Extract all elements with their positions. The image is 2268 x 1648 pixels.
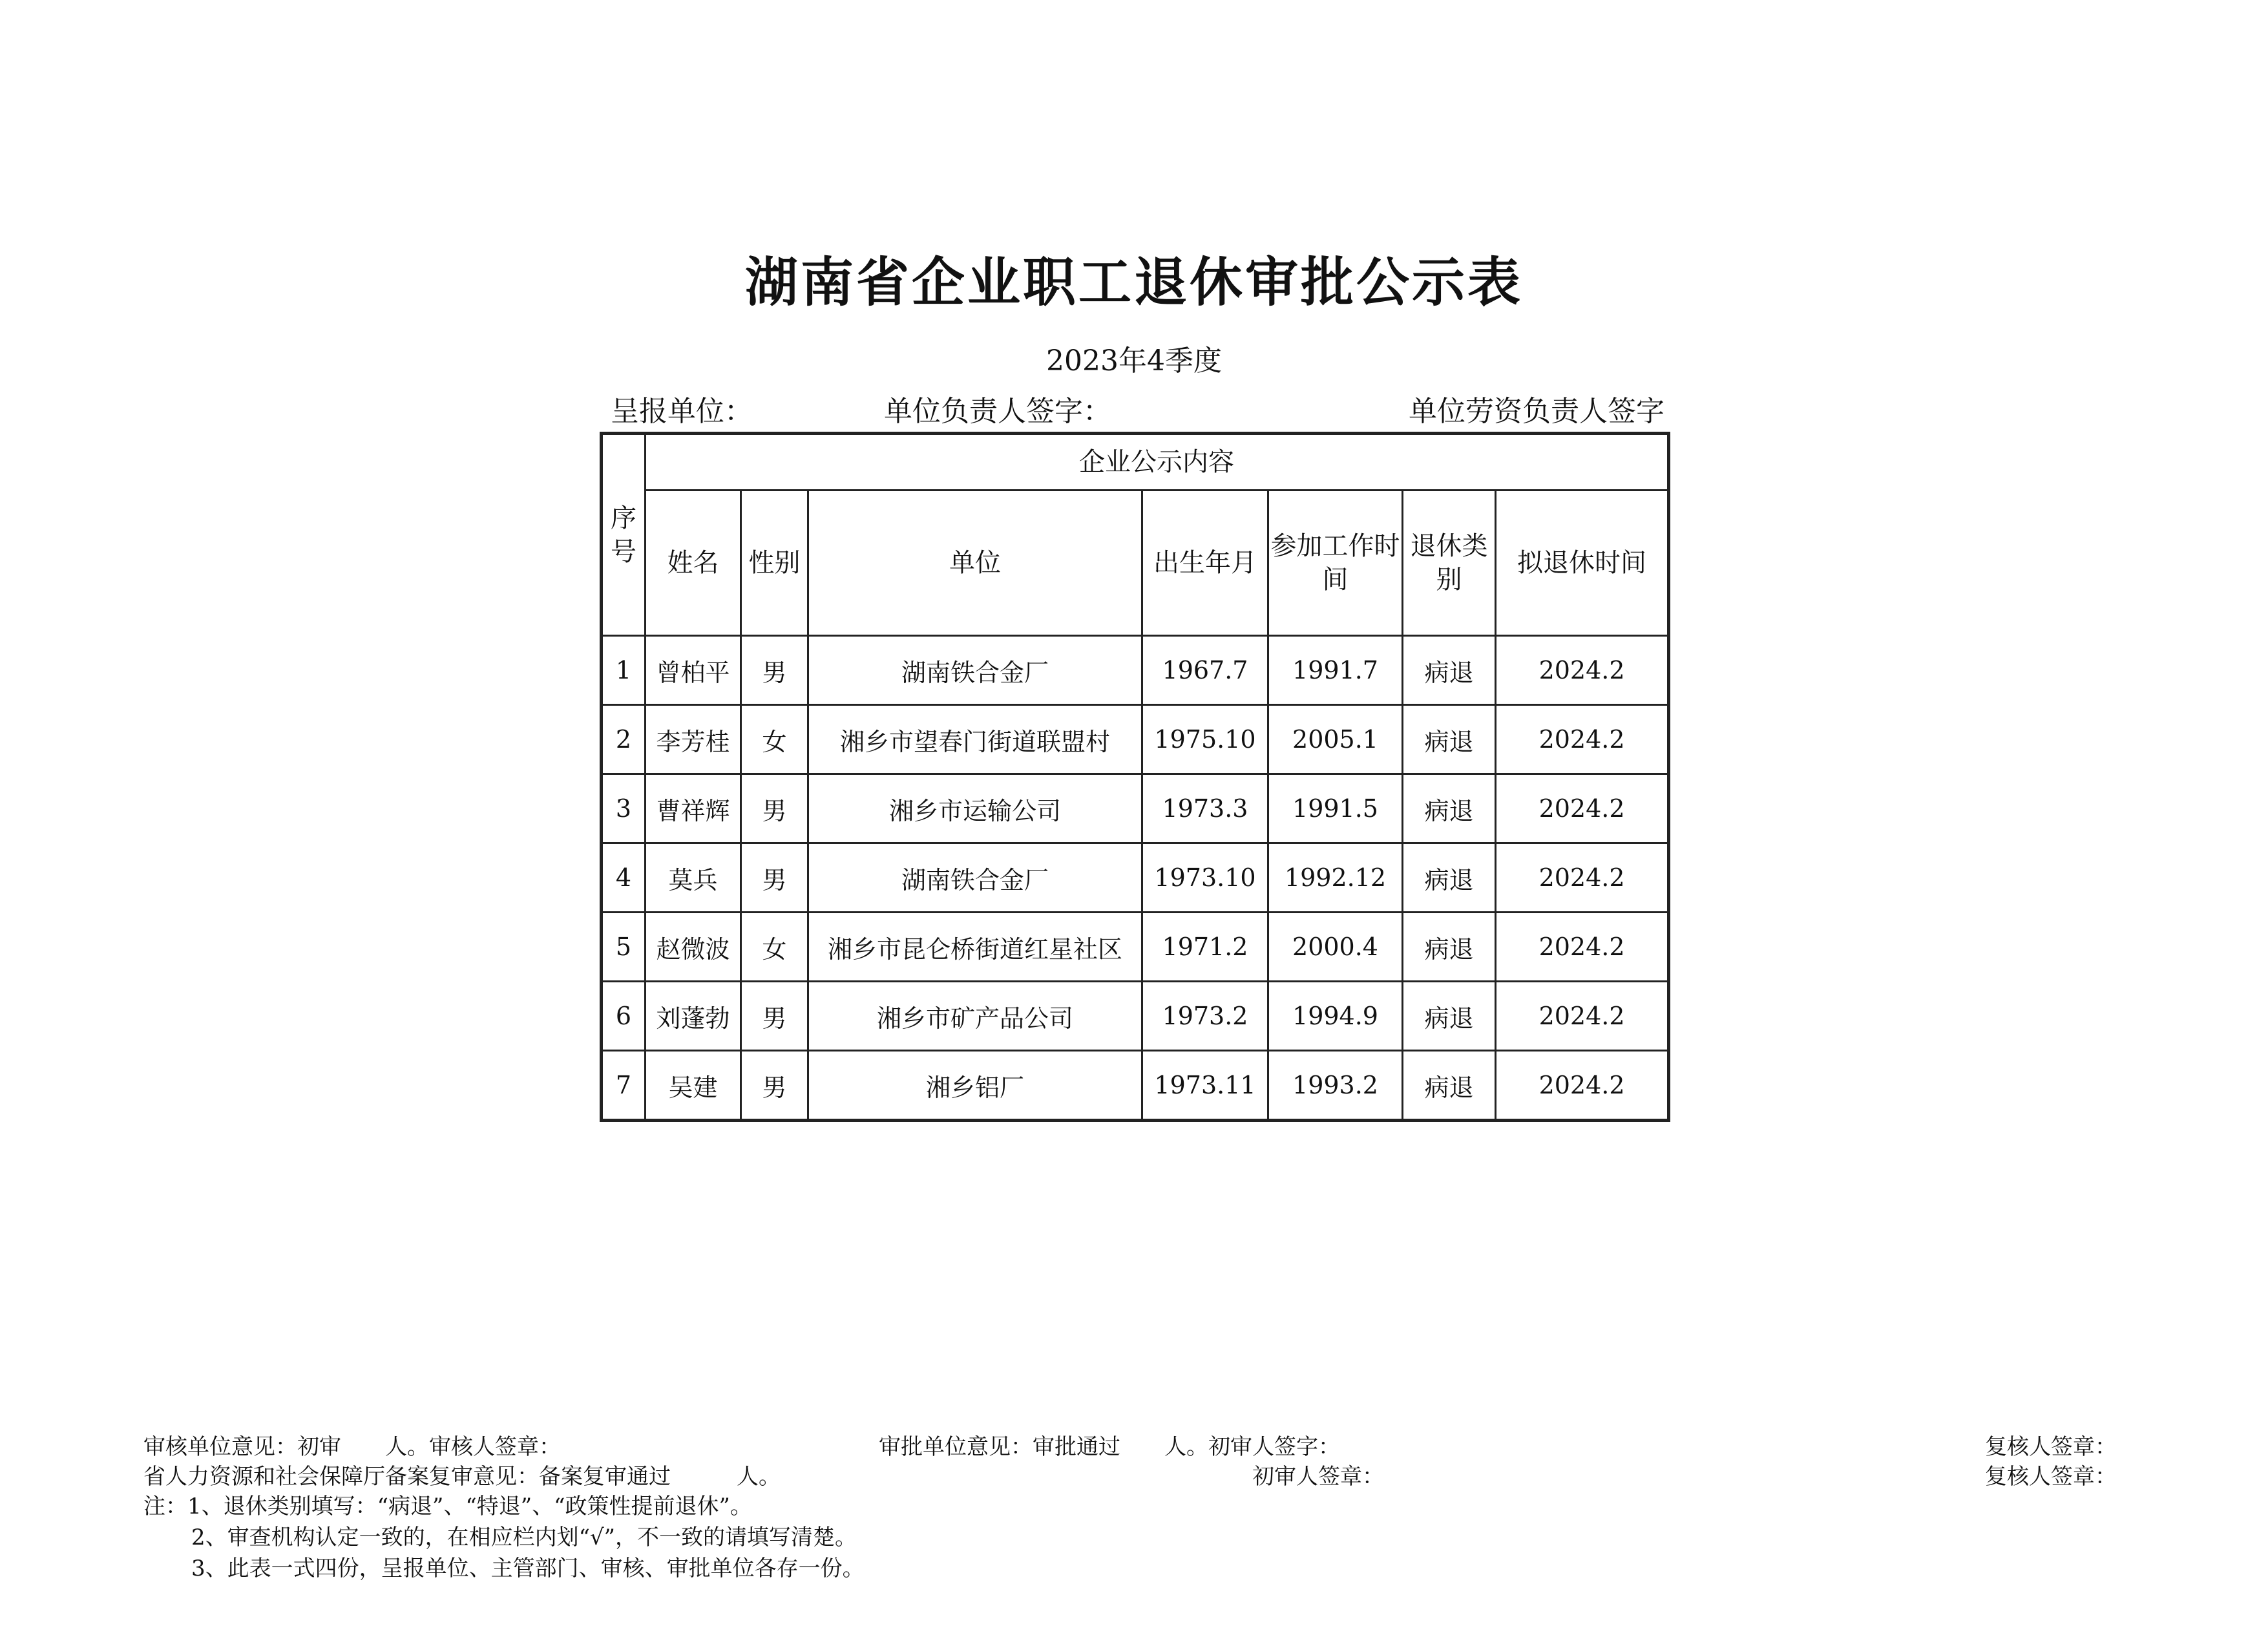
table-row [602,843,1669,913]
table-cell: 男 [741,774,808,843]
table-cell: 男 [741,843,808,913]
table-cell: 1973.2 [1142,982,1268,1051]
table-row [602,774,1669,843]
table-cell: 2005.1 [1268,705,1403,774]
group-header: 企业公示内容 [646,434,1669,491]
rechecker-sign-label: 复核人签章： [1985,1434,2117,1460]
table-cell: 男 [741,636,808,705]
table-cell: 湖南铁合金厂 [808,843,1142,913]
table-cell: 男 [741,1051,808,1121]
table-cell: 6 [602,982,646,1051]
column-header: 出生年月 [1142,491,1268,636]
column-header: 性别 [741,491,808,636]
table-cell: 1967.7 [1142,636,1268,705]
table-cell: 1973.3 [1142,774,1268,843]
initial-reviewer-sign-label: 初审人签章： [1252,1464,1384,1490]
table-row [602,1051,1669,1121]
table-cell: 3 [602,774,646,843]
table-row [602,913,1669,982]
table-cell: 2024.2 [1496,636,1669,705]
table-cell: 2000.4 [1268,913,1403,982]
table-cell: 1 [602,636,646,705]
period-label: 2023年4季度 [1046,344,1222,377]
table-cell: 刘蓬勃 [646,982,741,1051]
table-cell: 病退 [1403,843,1496,913]
table-cell: 湘乡市矿产品公司 [808,982,1142,1051]
table-cell: 女 [741,705,808,774]
table-cell: 女 [741,913,808,982]
table-cell: 1975.10 [1142,705,1268,774]
province-opinion-line: 省人力资源和社会保障厅备案复审意见：备案复审通过 人。 [143,1464,781,1490]
table-cell: 1993.2 [1268,1051,1403,1121]
note-line: 2、审查机构认定一致的，在相应栏内划“√”，不一致的请填写清楚。 [191,1525,857,1550]
table-cell: 1973.10 [1142,843,1268,913]
table-cell: 病退 [1403,705,1496,774]
unit-head-sign-label: 单位负责人签字： [884,395,1111,428]
seq-header: 序号 [602,434,646,636]
table-row [602,636,1669,705]
table-cell: 赵微波 [646,913,741,982]
table-cell: 病退 [1403,913,1496,982]
table-cell: 李芳桂 [646,705,741,774]
table-cell: 1991.5 [1268,774,1403,843]
table-cell: 湘乡市望春门街道联盟村 [808,705,1142,774]
table-row [602,982,1669,1051]
labor-head-sign-label: 单位劳资负责人签字 [1409,395,1664,428]
table-cell: 病退 [1403,1051,1496,1121]
table-cell: 4 [602,843,646,913]
column-header: 参加工作时间 [1268,491,1403,636]
table-cell: 1991.7 [1268,636,1403,705]
table-cell: 1994.9 [1268,982,1403,1051]
table-cell: 曾柏平 [646,636,741,705]
table-cell: 7 [602,1051,646,1121]
table-cell: 吴建 [646,1051,741,1121]
rechecker-sign-label: 复核人签章： [1985,1464,2117,1490]
table-cell: 湘乡市昆仑桥街道红星社区 [808,913,1142,982]
table-cell: 莫兵 [646,843,741,913]
column-header: 姓名 [646,491,741,636]
table-row [602,705,1669,774]
document-title: 湖南省企业职工退休审批公示表 [744,252,1523,313]
note-line: 3、此表一式四份，呈报单位、主管部门、审核、审批单位各存一份。 [191,1556,865,1581]
table-cell: 2024.2 [1496,843,1669,913]
table-cell: 5 [602,913,646,982]
table-cell: 湘乡铝厂 [808,1051,1142,1121]
table-cell: 男 [741,982,808,1051]
review-opinion-line: 审核单位意见：初审 人。审核人签章： [143,1434,561,1460]
table-cell: 1973.11 [1142,1051,1268,1121]
approval-opinion-line: 审批单位意见：审批通过 人。初审人签字： [879,1434,1340,1460]
table-cell: 2024.2 [1496,774,1669,843]
table-cell: 湖南铁合金厂 [808,636,1142,705]
table-cell: 2 [602,705,646,774]
table-cell: 曹祥辉 [646,774,741,843]
table-cell: 1971.2 [1142,913,1268,982]
column-header: 拟退休时间 [1496,491,1669,636]
table-cell: 2024.2 [1496,1051,1669,1121]
table-cell: 病退 [1403,982,1496,1051]
table-cell: 病退 [1403,774,1496,843]
column-header: 单位 [808,491,1142,636]
table-cell: 1992.12 [1268,843,1403,913]
note-line: 注：1、退休类别填写：“病退”、“特退”、“政策性提前退休”。 [143,1494,752,1519]
table-cell: 2024.2 [1496,913,1669,982]
column-header: 退休类别 [1403,491,1496,636]
table-cell: 2024.2 [1496,705,1669,774]
table-cell: 2024.2 [1496,982,1669,1051]
retirement-table [600,432,1670,1122]
reporting-unit-label: 呈报单位： [611,395,753,428]
table-cell: 湘乡市运输公司 [808,774,1142,843]
table-cell: 病退 [1403,636,1496,705]
